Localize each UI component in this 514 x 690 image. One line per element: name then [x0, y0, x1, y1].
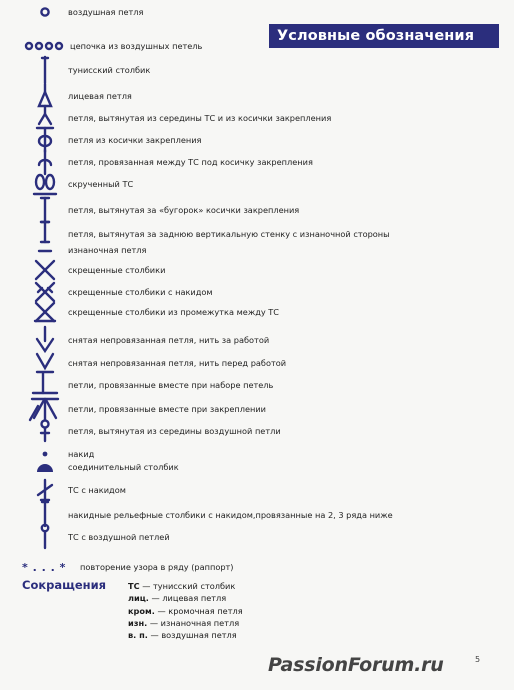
crossed-stitches-yo-icon	[22, 282, 68, 302]
watermark: PassionForum.ru	[268, 654, 444, 676]
legend-label: скрещенные столбики из промежутка между ТС	[68, 307, 280, 317]
dec-cast-on-icon	[22, 375, 68, 395]
abbreviation-key: изн.	[128, 617, 148, 628]
dot-circle-icon	[22, 2, 68, 22]
slip-yarn-front-icon	[22, 353, 68, 373]
abbreviations-title: Сокращения	[22, 578, 107, 592]
legend-label: скрещенные столбики	[68, 265, 166, 275]
legend-label: петля, вытянутая за заднюю вертикальную стенку с изнаночной стороны	[68, 229, 390, 239]
legend-label: цепочка из воздушных петель	[70, 41, 203, 51]
bump-loop-icon	[22, 200, 68, 220]
legend-label: петля из косички закрепления	[68, 135, 202, 145]
abbreviation-item	[128, 580, 243, 592]
legend-label: петли, провязанные вместе при закреплении	[68, 404, 267, 414]
abbreviation-item	[128, 629, 243, 641]
legend-label: ТС с накидом	[68, 485, 126, 495]
legend-label: ТС с воздушной петлей	[68, 532, 170, 542]
abbreviation-value: — кромочная петля	[154, 605, 243, 616]
abbreviation-value: — воздушная петля	[147, 630, 237, 641]
crossed-stitches-gap-icon	[22, 302, 68, 322]
legend-label: скрещенные столбики с накидом	[68, 287, 213, 297]
relief-stitches-icon	[22, 505, 68, 525]
twisted-tc-icon	[22, 174, 68, 194]
repeat-label: повторение узора в ряду (раппорт)	[80, 562, 234, 572]
slip-stitch-icon	[22, 457, 68, 477]
legend-label: петли, провязанные вместе при наборе петель	[68, 380, 274, 390]
purl-stitch-icon	[22, 240, 68, 260]
abbreviation-item	[128, 617, 243, 629]
tc-yarn-over-icon	[22, 480, 68, 500]
repeat-row	[22, 560, 233, 574]
legend-label: скрученный ТС	[68, 179, 134, 189]
chain-circles-icon	[22, 36, 68, 56]
knit-stitch-pulled-icon	[22, 108, 68, 128]
abbreviation-key: ТС	[128, 581, 140, 591]
loop-between-tc-icon	[22, 152, 68, 172]
abbreviation-key: лиц.	[128, 593, 149, 604]
legend-label: накид	[68, 449, 95, 459]
legend-label: снятая непровязанная петля, нить перед работой	[68, 358, 287, 368]
knit-stitch-icon	[22, 86, 68, 106]
legend-label: тунисский столбик	[68, 65, 151, 75]
legend-label: воздушная петля	[68, 7, 144, 17]
legend-label: лицевая петля	[68, 91, 132, 101]
legend-label: изнаночная петля	[68, 245, 147, 255]
abbreviation-key: кром.	[128, 605, 155, 616]
legend-label: накидные рельефные столбики с накидом,провязанные на 2, 3 ряда ниже	[68, 510, 393, 520]
legend-label: петля, вытянутая из середины ТС и из косички закрепления	[68, 113, 332, 123]
abbreviation-item	[128, 605, 243, 617]
abbreviations-list	[128, 580, 243, 641]
legend-label: петля, вытянутая за «бугорок» косички закрепления	[68, 205, 300, 215]
page-title: Условные обозначения	[269, 24, 499, 48]
legend-label: петля, вытянутая из середины воздушной петли	[68, 426, 281, 436]
legend-label: петля, провязанная между ТС под косичку закрепления	[68, 157, 313, 167]
abbreviation-value: — изнаночная петля	[147, 617, 240, 628]
legend-label: снятая непровязанная петля, нить за работой	[68, 335, 270, 345]
vertical-bar-icon	[22, 60, 68, 80]
loop-from-chain-icon	[22, 130, 68, 150]
repeat-symbol: * . . . *	[22, 560, 66, 574]
abbreviation-item	[128, 592, 243, 604]
tc-chain-icon	[22, 527, 68, 547]
slip-yarn-back-icon	[22, 330, 68, 350]
page-number: 5	[475, 655, 481, 664]
crossed-stitches-icon	[22, 260, 68, 280]
abbreviation-key: в. п.	[128, 630, 148, 641]
abbreviation-value: — тунисский столбик	[139, 581, 236, 591]
abbreviation-value: — лицевая петля	[148, 593, 227, 604]
loop-from-chain-center-icon	[22, 421, 68, 441]
legend-label: соединительный столбик	[68, 462, 179, 472]
dec-bind-off-icon	[22, 399, 68, 419]
